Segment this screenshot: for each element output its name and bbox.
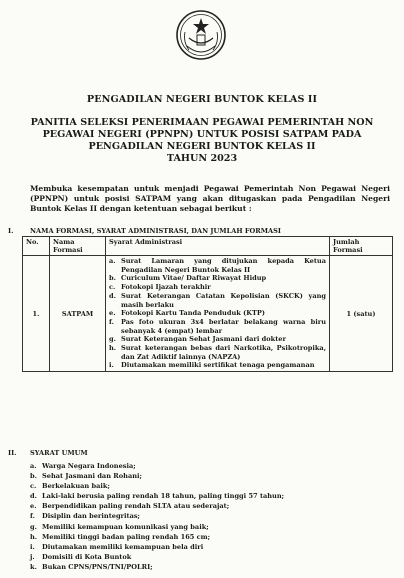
committee-line: PANITIA SELEKSI PENERIMAAN PEGAWAI PEMERINTAH NON — [30, 117, 374, 128]
table-row — [23, 256, 393, 372]
intro-paragraph: Membuka kesempatan untuk menjadi Pegawai Pemerintah Non Pegawai Negeri (PPNPN) untuk posisi SATPAM yang akan ditugaskan pada Pengadilan Negeri Buntok Kelas II dengan ketentuan sebagai berikut : — [30, 184, 390, 213]
committee-line: PENGADILAN NEGERI BUNTOK KELAS II — [88, 141, 316, 152]
requirements-list — [109, 257, 326, 370]
list-item: e. Berpendidikan paling rendah SLTA atau sederajat; — [30, 502, 230, 511]
list-item: f. Disiplin dan berintegritas; — [30, 512, 140, 521]
list-item: b. Curiculum Vitae/ Daftar Riwayat Hidup — [109, 274, 267, 283]
general-requirements-list — [30, 461, 390, 572]
list-item: g. Surat Keterangan Sehat Jasmani dari dokter — [109, 335, 286, 344]
cell-formasi: SATPAM — [50, 256, 106, 372]
section-title: NAMA FORMASI, SYARAT ADMINISTRASI, DAN JUMLAH FORMASI — [30, 227, 282, 235]
list-item: g. Memiliki kemampuan komunikasi yang baik; — [30, 522, 209, 531]
list-item: h. Memiliki tinggi badan paling rendah 165 cm; — [30, 532, 211, 541]
list-item: k. Bukan CPNS/PNS/TNI/POLRI; — [30, 562, 153, 571]
committee-line: TAHUN 2023 — [166, 153, 238, 164]
court-title: PENGADILAN NEGERI BUNTOK KELAS II — [86, 94, 318, 105]
list-item: c. Fotokopi Ijazah terakhir — [109, 283, 211, 292]
list-item: a. Surat Lamaran yang ditujukan kepada Ketua Pengadilan Negeri Buntok Kelas II — [109, 257, 326, 274]
list-item: c. Berkelakuan baik; — [30, 482, 110, 491]
committee-line: PEGAWAI NEGERI (PPNPN) UNTUK POSISI SATPAM PADA — [42, 129, 362, 140]
section-number: II. — [8, 449, 17, 457]
list-item: d. Surat Keterangan Catatan Kepolisian (SKCK) yang masih berlaku — [109, 291, 326, 309]
table-header-row — [23, 237, 393, 256]
list-item: i. Diutamakan memiliki sertifikat tenaga pengamanan — [109, 361, 315, 370]
section-title: SYARAT UMUM — [30, 449, 88, 457]
list-item: b. Sehat Jasmani dan Rohani; — [30, 472, 142, 481]
list-item: j. Domisili di Kota Buntok — [30, 552, 132, 561]
list-item: d. Laki-laki berusia paling rendah 18 tahun, paling tinggi 57 tahun; — [30, 492, 285, 501]
cell-syarat — [106, 256, 330, 372]
cell-no: 1. — [23, 256, 50, 372]
committee-title — [0, 117, 404, 165]
list-item: e. Fotokopi Kartu Tanda Penduduk (KTP) — [109, 309, 265, 318]
header-formasi: Nama Formasi — [50, 237, 106, 256]
list-item: h. Surat keterangan bebas dari Narkotika, Psikotropika, dan Zat Adiktif lainnya (NAPZA) — [109, 344, 326, 361]
header-no: No. — [23, 237, 50, 256]
header-syarat: Syarat Administrasi — [106, 237, 330, 256]
section-number: I. — [8, 227, 14, 235]
list-item: a. Warga Negara Indonesia; — [30, 462, 136, 470]
court-emblem-icon — [175, 8, 227, 62]
cell-jumlah: 1 (satu) — [330, 256, 393, 372]
list-item: f. Pas foto ukuran 3x4 berlatar belakang warna biru sebanyak 4 (empat) lembar — [109, 317, 326, 335]
list-item: i. Diutamakan memiliki kemampuan bela diri — [30, 542, 204, 551]
header-jumlah: Jumlah Formasi — [330, 237, 393, 256]
formation-table — [22, 236, 393, 372]
